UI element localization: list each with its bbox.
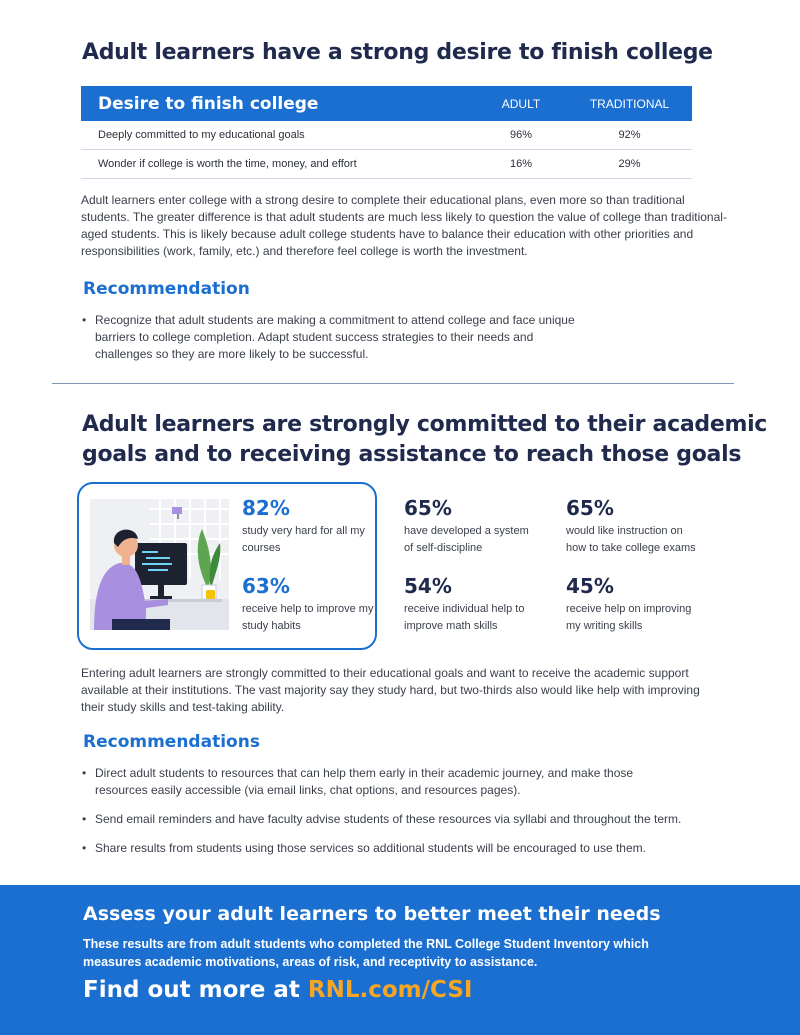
- row-adult-value: 16%: [509, 158, 533, 170]
- stat-value: 82%: [242, 496, 290, 520]
- row-label: Deeply committed to my educational goals: [98, 129, 305, 141]
- stat-label: receive individual help to improve math skills: [404, 603, 525, 632]
- footer-banner: [0, 885, 800, 1035]
- section1-paragraph: Adult learners enter college with a strong desire to complete their educational plans, even more so than traditional students. The greater difference is that adult students are much less likely to question the value of college than traditional-aged students. This is likely because adult college students have to balance their education with other priorities and responsibilities (work, family, etc.) and therefore feel college is worth the investment.: [81, 193, 727, 258]
- table-header: [81, 86, 692, 121]
- stat-math-help: [404, 574, 554, 635]
- row-traditional-value: 29%: [618, 158, 641, 170]
- stat-exam-instruction: [566, 496, 716, 557]
- stat-self-discipline: [404, 496, 554, 557]
- stat-writing-help: [566, 574, 716, 635]
- stat-label: receive help to improve my study habits: [242, 603, 374, 632]
- row-label: Wonder if college is worth the time, money, and effort: [98, 158, 357, 170]
- footer-heading: Assess your adult learners to better meet their needs: [83, 903, 661, 925]
- stat-value: 45%: [566, 574, 614, 598]
- section1-title: Adult learners have a strong desire to finish college: [82, 40, 713, 65]
- stat-value: 54%: [404, 574, 452, 598]
- row-adult-value: 96%: [509, 129, 533, 141]
- stat-label: receive help on improving my writing skills: [566, 603, 692, 632]
- table-header-adult: ADULT: [501, 96, 541, 111]
- footer-cta: [83, 977, 472, 1003]
- table-header-traditional: TRADITIONAL: [589, 96, 670, 111]
- section2-recommendations-heading: Recommendations: [83, 732, 260, 752]
- student-at-computer-illustration: [90, 499, 229, 630]
- stat-value: 65%: [404, 496, 452, 520]
- row-traditional-value: 92%: [618, 129, 641, 141]
- section2-recommendation-list: [82, 765, 742, 869]
- stat-study-habits: [242, 574, 392, 635]
- stat-label: have developed a system of self-discipline: [404, 525, 529, 554]
- section2-title: Adult learners are strongly committed to their academic goals and to receiving assistance to reach those goals: [82, 412, 768, 467]
- stat-study-hard: [242, 496, 392, 557]
- list-item: • Direct adult students to resources that can help them early in their academic journey, and make those resources easily accessible (via email links, chat options, and resources pages).: [82, 765, 642, 799]
- stat-value: 65%: [566, 496, 614, 520]
- footer-cta-prefix: Find out more at: [83, 977, 308, 1003]
- list-item: • Recognize that adult students are making a commitment to attend college and face unique barriers to college completion. Adapt student success strategies to their needs and challenges so they are more likely to be successful.: [82, 312, 582, 363]
- section-divider: [52, 383, 734, 384]
- desire-table: [81, 86, 692, 179]
- table-row: [81, 150, 692, 179]
- list-item: • Share results from students using those services so additional students will be encouraged to use them.: [82, 840, 742, 857]
- section2-paragraph: Entering adult learners are strongly committed to their educational goals and want to receive the academic support available at their institutions. The vast majority say they study hard, but two-thirds also would like help with improving their study skills and test-taking ability.: [81, 666, 700, 714]
- rnl-csi-link[interactable]: RNL.com/CSI: [307, 977, 473, 1003]
- stat-label: study very hard for all my courses: [242, 525, 365, 554]
- section1-recommendation-heading: Recommendation: [83, 279, 250, 299]
- list-item: • Send email reminders and have faculty advise students of these resources via syllabi and throughout the term.: [82, 811, 742, 828]
- stat-value: 63%: [242, 574, 290, 598]
- table-row: [81, 121, 692, 150]
- footer-text: These results are from adult students who completed the RNL College Student Inventory which measures academic motivations, areas of risk, and receptivity to assistance.: [83, 937, 649, 969]
- table-header-label: Desire to finish college: [98, 93, 319, 114]
- stat-label: would like instruction on how to take college exams: [566, 525, 696, 554]
- section1-recommendation-list: [82, 312, 582, 375]
